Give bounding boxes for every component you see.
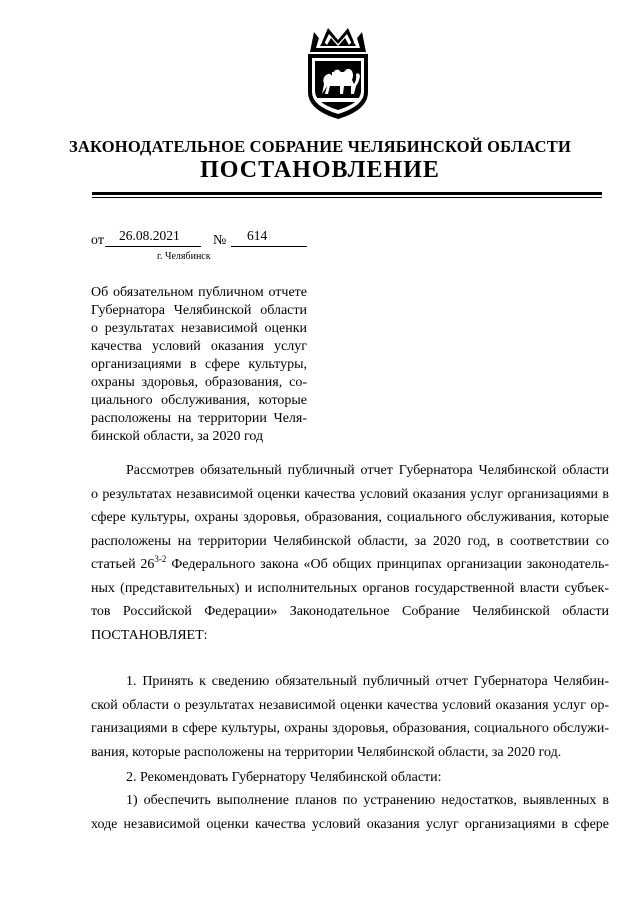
paragraph-line: 2. Рекомендовать Губернатору Челябинской области: [126, 770, 442, 785]
subject-line: качества условий оказания услуг [91, 339, 307, 354]
paragraph-line: 1) обеспечить выполнение планов по устранению недостатков, выявленных в [126, 793, 609, 808]
paragraph-line: ных (представительных) и исполнительных органов государственной власти субъек- [91, 580, 609, 596]
paragraph-line: ходе независимой оценки качества условий оказания услуг организациями в сфере [91, 816, 609, 832]
subject-line: циального обслуживания, которые [91, 393, 307, 408]
paragraph-line: тов Российской Федерации» Законодательное Собрание Челябинской области [91, 604, 609, 619]
paragraph-line: 1. Принять к сведению обязательный публичный отчет Губернатора Челябин- [126, 674, 609, 689]
subject-line: Губернатора Челябинской области [91, 303, 307, 318]
document-number: 614 [247, 228, 268, 243]
article-superscript: 3-2 [154, 554, 167, 564]
article-text: Федерального закона «Об общих принципах организации законодатель- [166, 557, 609, 572]
subject-line: Об обязательном публичном отчете [91, 285, 307, 300]
subject-line: охраны здоровья, образования, со- [91, 375, 307, 390]
subject-line: организациями в сфере культуры, [91, 357, 307, 372]
paragraph-line: расположены на территории Челябинской области, за 2020 год, в соответствии со [91, 533, 609, 549]
article-ref: статьей 26 [91, 557, 155, 572]
paragraph-line: ганизациями в сфере культуры, охраны здоровья, образования, социального обслужи- [91, 721, 609, 736]
subject-block [91, 284, 307, 446]
organization-name: ЗАКОНОДАТЕЛЬНОЕ СОБРАНИЕ ЧЕЛЯБИНСКОЙ ОБЛАСТИ [68, 137, 572, 156]
paragraph-line: Рассмотрев обязательный публичный отчет Губернатора Челябинской области [126, 463, 609, 478]
subject-line: о результатах независимой оценки [91, 321, 307, 336]
paragraph-line: ской области о результатах независимой оценки качества условий оказания услуг ор- [91, 697, 609, 713]
paragraph-line: о результатах независимой оценки качества условий оказания услуг организациями в [91, 486, 609, 502]
preamble-paragraph [91, 459, 609, 647]
subject-line: расположены на территории Челя- [91, 411, 307, 426]
paragraph-line: вания, которые расположены на территории Челябинской области, за 2020 год. [91, 744, 562, 760]
item-2-paragraph [91, 766, 609, 790]
item-1-paragraph [91, 670, 609, 764]
document-type: ПОСТАНОВЛЕНИЕ [200, 157, 440, 183]
city-label: г. Челябинск [157, 251, 211, 262]
subitem-1-paragraph [91, 789, 609, 836]
resolves-label: ПОСТАНОВЛЯЕТ: [91, 627, 208, 643]
document-date: 26.08.2021 [119, 228, 180, 243]
subject-line: бинской области, за 2020 год [91, 429, 264, 444]
date-underline [105, 246, 201, 247]
header-rule-thin [92, 197, 602, 198]
header-rule-thick [92, 192, 602, 195]
chelyabinsk-coat-of-arms-icon [296, 22, 380, 122]
paragraph-line: сфере культуры, охраны здоровья, образования, социального обслуживания, которые [91, 510, 609, 525]
number-label: № [213, 233, 227, 248]
date-number-line [91, 228, 331, 248]
paragraph-line-with-article [91, 553, 609, 577]
from-label: от [91, 233, 104, 248]
number-underline [231, 246, 307, 247]
